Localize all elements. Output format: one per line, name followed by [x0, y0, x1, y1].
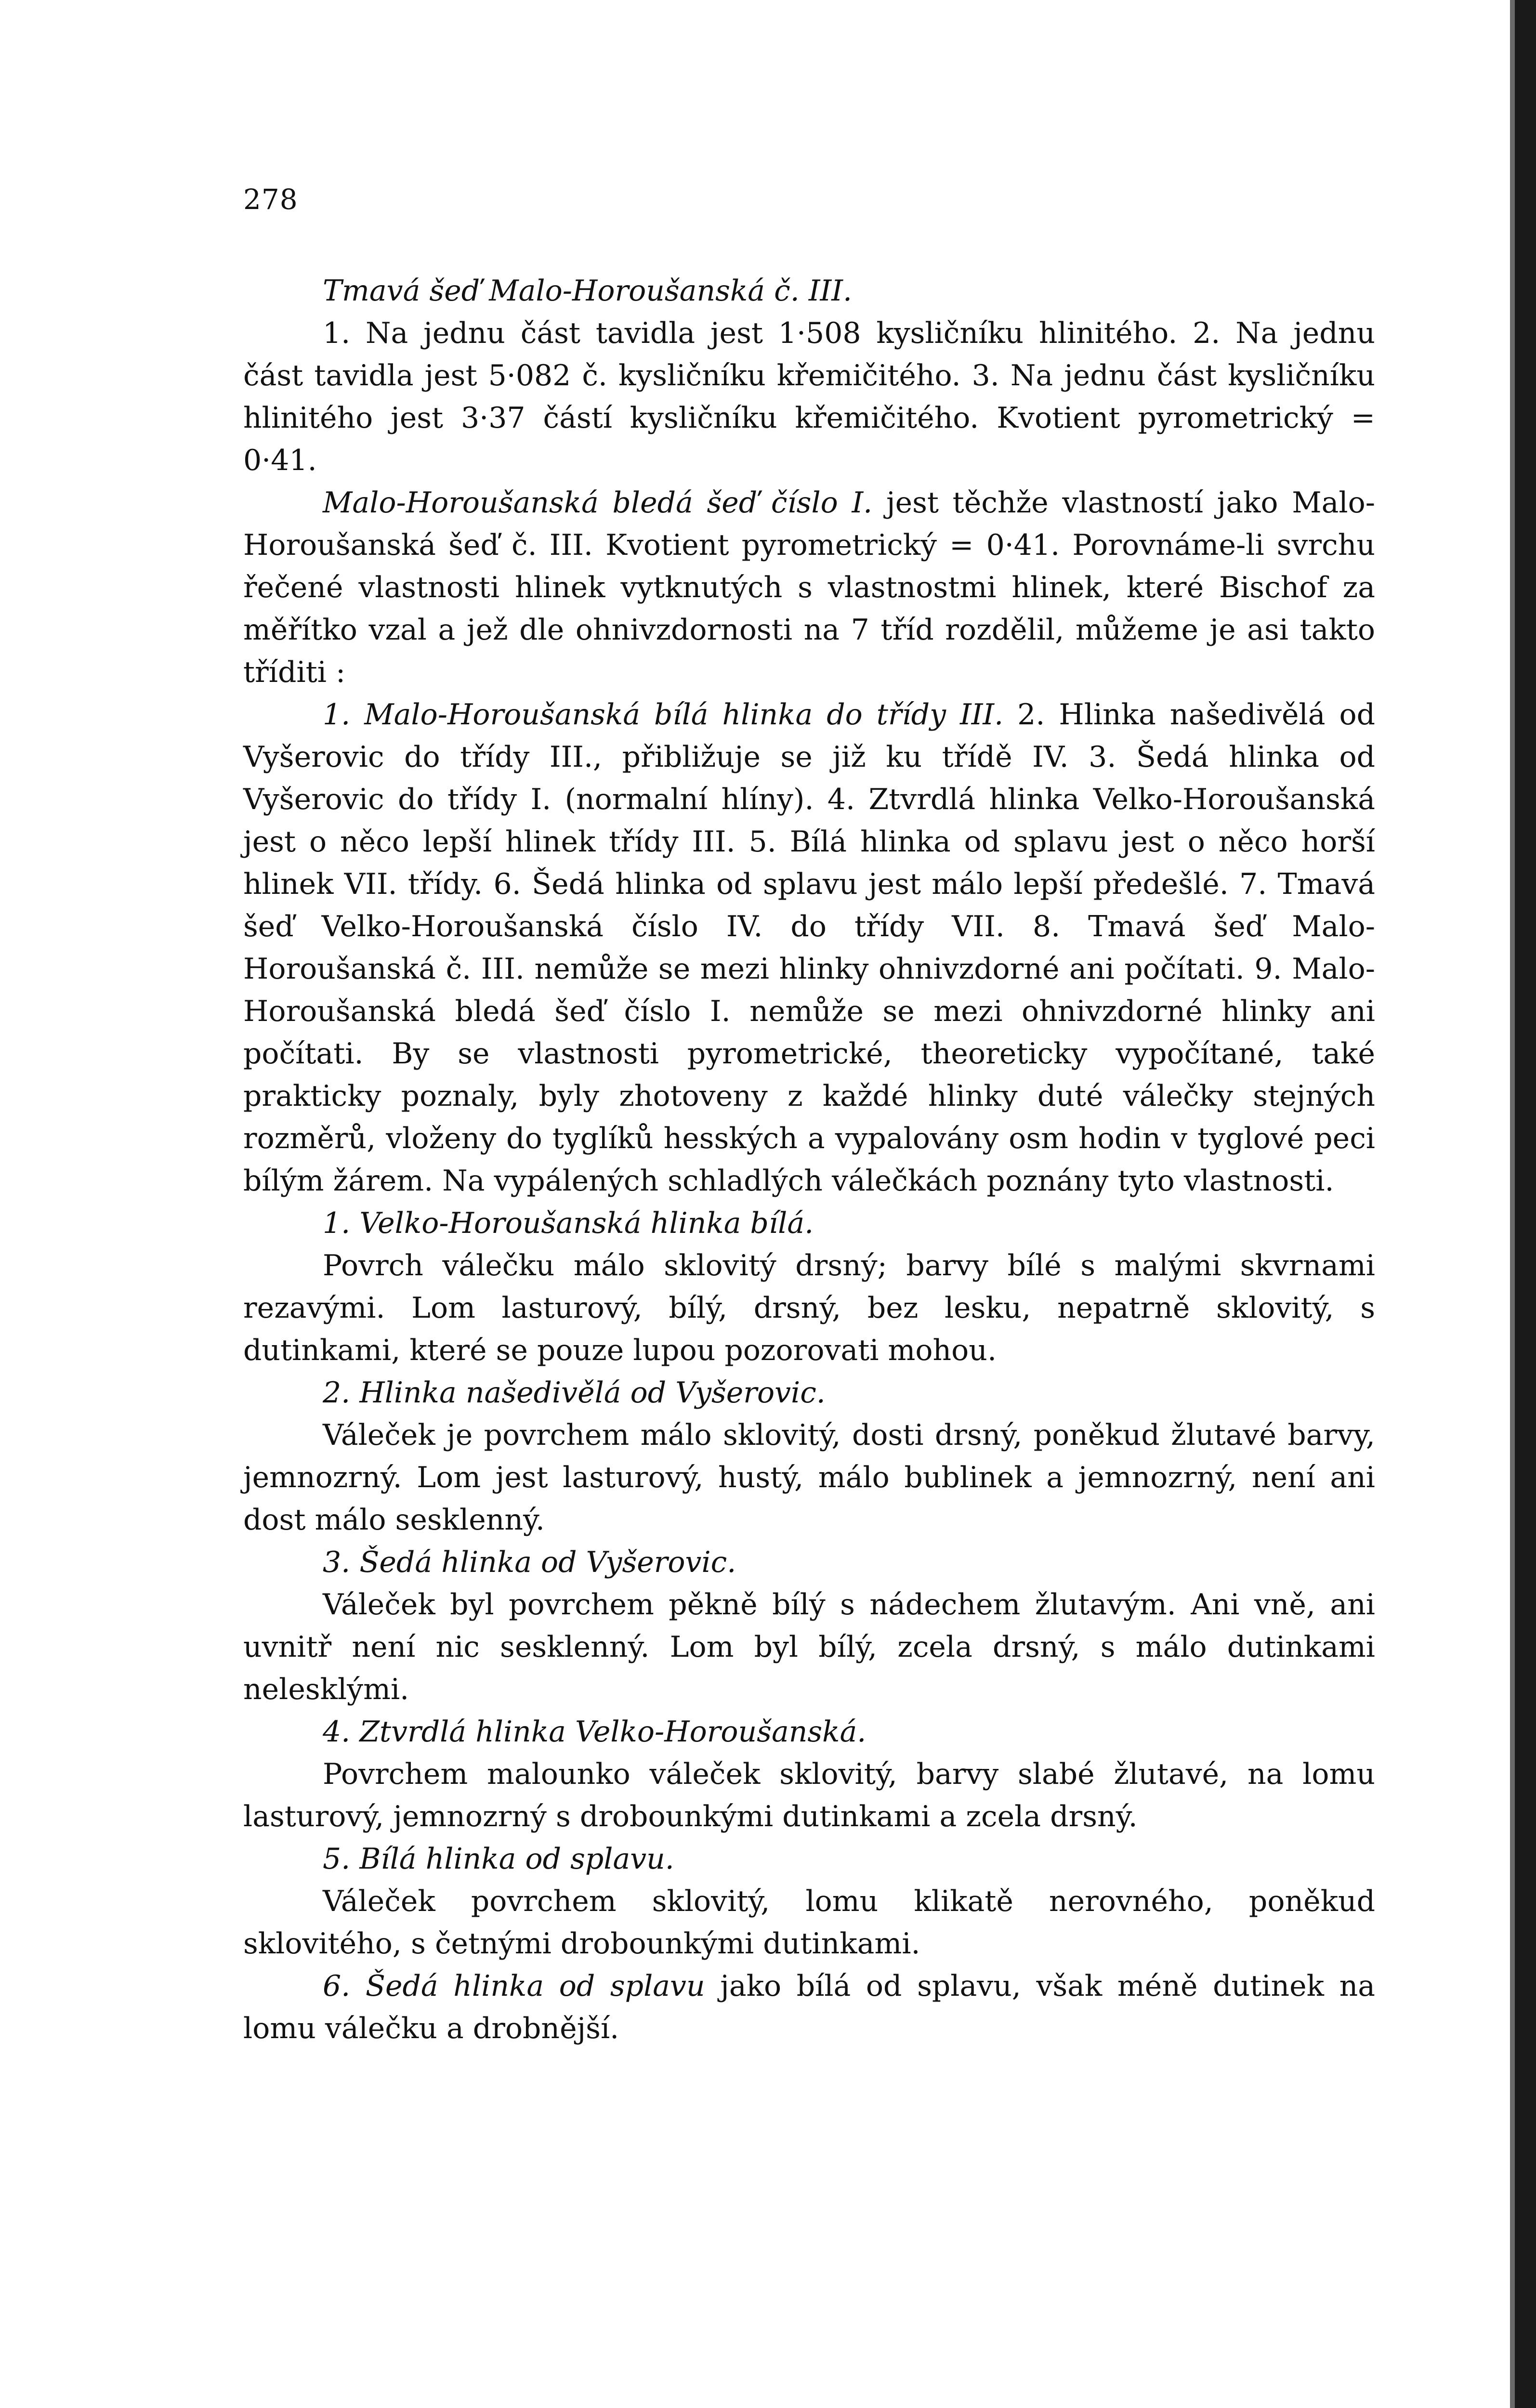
sample-6 [243, 1965, 1375, 2050]
paragraph-comparison [243, 482, 1375, 694]
sample-heading-5: 5. Bílá hlinka od splavu. [323, 1842, 674, 1876]
paragraph-comparison-italic: Malo-Horoušanská bledá šeď číslo I. [323, 486, 873, 520]
paragraph-classification [243, 694, 1375, 1202]
sample-text-1: Povrch válečku málo sklovitý drsný; barvy bílé s malými skvrnami rezavými. Lom lasturový, bílý, drsný, bez lesku, nepatrně sklovitý, s dutinkami, které se pouze lupou pozorovati mohou. [243, 1249, 1375, 1367]
section-title: Tmavá šeď Malo-Horoušanská č. III. [323, 274, 853, 308]
sample-heading-4: 4. Ztvrdlá hlinka Velko-Horoušanská. [323, 1715, 866, 1749]
sample-text-5: Váleček povrchem sklovitý, lomu klikatě nerovného, poněkud sklovitého, s četnými drobounkými dutinkami. [243, 1885, 1375, 1961]
scan-edge-shadow [1510, 0, 1515, 2408]
sample-heading-3: 3. Šedá hlinka od Vyšerovic. [323, 1545, 736, 1579]
page-number: 278 [243, 183, 298, 216]
sample-heading-2: 2. Hlinka našedivělá od Vyšerovic. [323, 1376, 826, 1410]
paragraph-classification-italic: 1. Malo-Horoušanská bílá hlinka do třídy III. [323, 698, 1004, 732]
sample-text-2: Váleček je povrchem málo sklovitý, dosti drsný, poněkud žlutavé barvy, jemnozrný. Lom jest lasturový, hustý, málo bublinek a jemnozrný, není ani dost málo sesklenný. [243, 1418, 1375, 1537]
sample-text-3: Váleček byl povrchem pěkně bílý s nádechem žlutavým. Ani vně, ani uvnitř není nic sesklenný. Lom byl bílý, zcela drsný, s málo dutinkami nelesklými. [243, 1588, 1375, 1706]
sample-heading-6: 6. Šedá hlinka od splavu [323, 1969, 705, 2003]
paragraph-comparison-text: jest těchže vlastností jako Malo-Horoušanská šeď č. III. Kvotient pyrometrický = 0·41. Porovnáme-li svrchu řečené vlastnosti hlinek vytknutých s vlastnostmi hlinek, které Bischof za měřítko vzal a jež dle ohnivzdornosti na 7 tříd rozdělil, můžeme je asi takto tříditi : [243, 486, 1376, 689]
sample-text-6: jako bílá od splavu, však méně dutinek na lomu válečku a drobnější. [243, 1969, 1375, 2045]
page-body [243, 270, 1375, 2050]
paragraph-ratios: 1. Na jednu část tavidla jest 1·508 kysličníku hlinitého. 2. Na jednu část tavidla jest 5·082 č. kysličníku křemičitého. 3. Na jednu část kysličníku hlinitého jest 3·37 částí kysličníku křemičitého. Kvotient pyrometrický = 0·41. [243, 316, 1375, 477]
scan-edge [1515, 0, 1536, 2408]
sample-heading-1: 1. Velko-Horoušanská hlinka bílá. [323, 1206, 814, 1240]
sample-text-4: Povrchem malounko váleček sklovitý, barvy slabé žlutavé, na lomu lasturový, jemnozrný s drobounkými dutinkami a zcela drsný. [243, 1757, 1375, 1833]
paragraph-classification-text: 2. Hlinka našedivělá od Vyšerovic do třídy III., přibližuje se již ku třídě IV. 3. Šedá hlinka od Vyšerovic do třídy I. (normalní hlíny). 4. Ztvrdlá hlinka Velko-Horoušanská jest o něco lepší hlinek třídy III. 5. Bílá hlinka od splavu jest o něco horší hlinek VII. třídy. 6. Šedá hlinka od splavu jest málo lepší předešlé. 7. Tmavá šeď Velko-Horoušanská číslo IV. do třídy VII. 8. Tmavá šeď Malo-Horoušanská č. III. nemůže se mezi hlinky ohnivzdorné ani počítati. 9. Malo-Horoušanská bledá šeď číslo I. nemůže se mezi ohnivzdorné hlinky ani počítati. By se vlastnosti pyrometrické, theoreticky vypočítané, také prakticky poznaly, byly zhotoveny z každé hlinky duté válečky stejných rozměrů, vloženy do tyglíků hesských a vypalovány osm hodin v tyglové peci bílým žárem. Na vypálených schladlých válečkách poznány tyto vlastnosti. [243, 698, 1375, 1198]
